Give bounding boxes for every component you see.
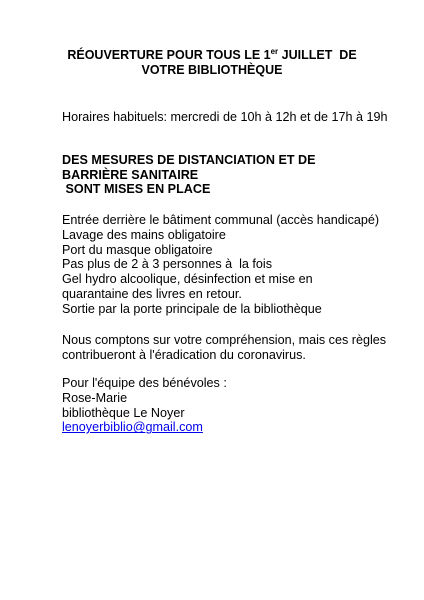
rule-line: Gel hydro alcoolique, désinfection et mise en — [62, 272, 313, 287]
rule-line: Lavage des mains obligatoire — [62, 227, 226, 242]
rule-line: Pas plus de 2 à 3 personnes à la fois — [62, 257, 273, 272]
signature-intro: Pour l'équipe des bénévoles : — [62, 376, 227, 390]
page-title — [40, 48, 384, 78]
rule-line: Sortie par la porte principale de la bibliothèque — [62, 301, 322, 316]
title-line-2: VOTRE BIBLIOTHÈQUE — [141, 63, 283, 77]
signature-block — [62, 376, 392, 435]
rules-list — [62, 213, 392, 317]
measures-heading-line-3: SONT MISES EN PLACE — [62, 182, 211, 196]
title-line-1-prefix: RÉOUVERTURE POUR TOUS LE 1 — [67, 48, 271, 62]
measures-heading — [62, 153, 392, 197]
closing-message: Nous comptons sur votre compréhension, mais ces règles contribueront à l'éradication du coronavirus. — [62, 333, 387, 362]
email-link[interactable]: lenoyerbiblio@gmail.com — [62, 420, 203, 435]
rule-line: Entrée derrière le bâtiment communal (accès handicapé) — [62, 213, 380, 227]
signature-library: bibliothèque Le Noyer — [62, 405, 185, 420]
opening-hours: Horaires habituels: mercredi de 10h à 12h et de 17h à 19h — [62, 110, 388, 124]
measures-heading-line-2: BARRIÈRE SANITAIRE — [62, 167, 199, 182]
signature-name: Rose-Marie — [62, 390, 128, 405]
title-line-1-suffix: JUILLET DE — [278, 48, 357, 62]
measures-heading-line-1: DES MESURES DE DISTANCIATION ET DE — [62, 153, 316, 167]
rule-line: quarantaine des livres en retour. — [62, 286, 242, 301]
title-superscript: er — [270, 47, 279, 56]
title-line-1 — [40, 48, 384, 63]
rule-line: Port du masque obligatoire — [62, 242, 213, 257]
